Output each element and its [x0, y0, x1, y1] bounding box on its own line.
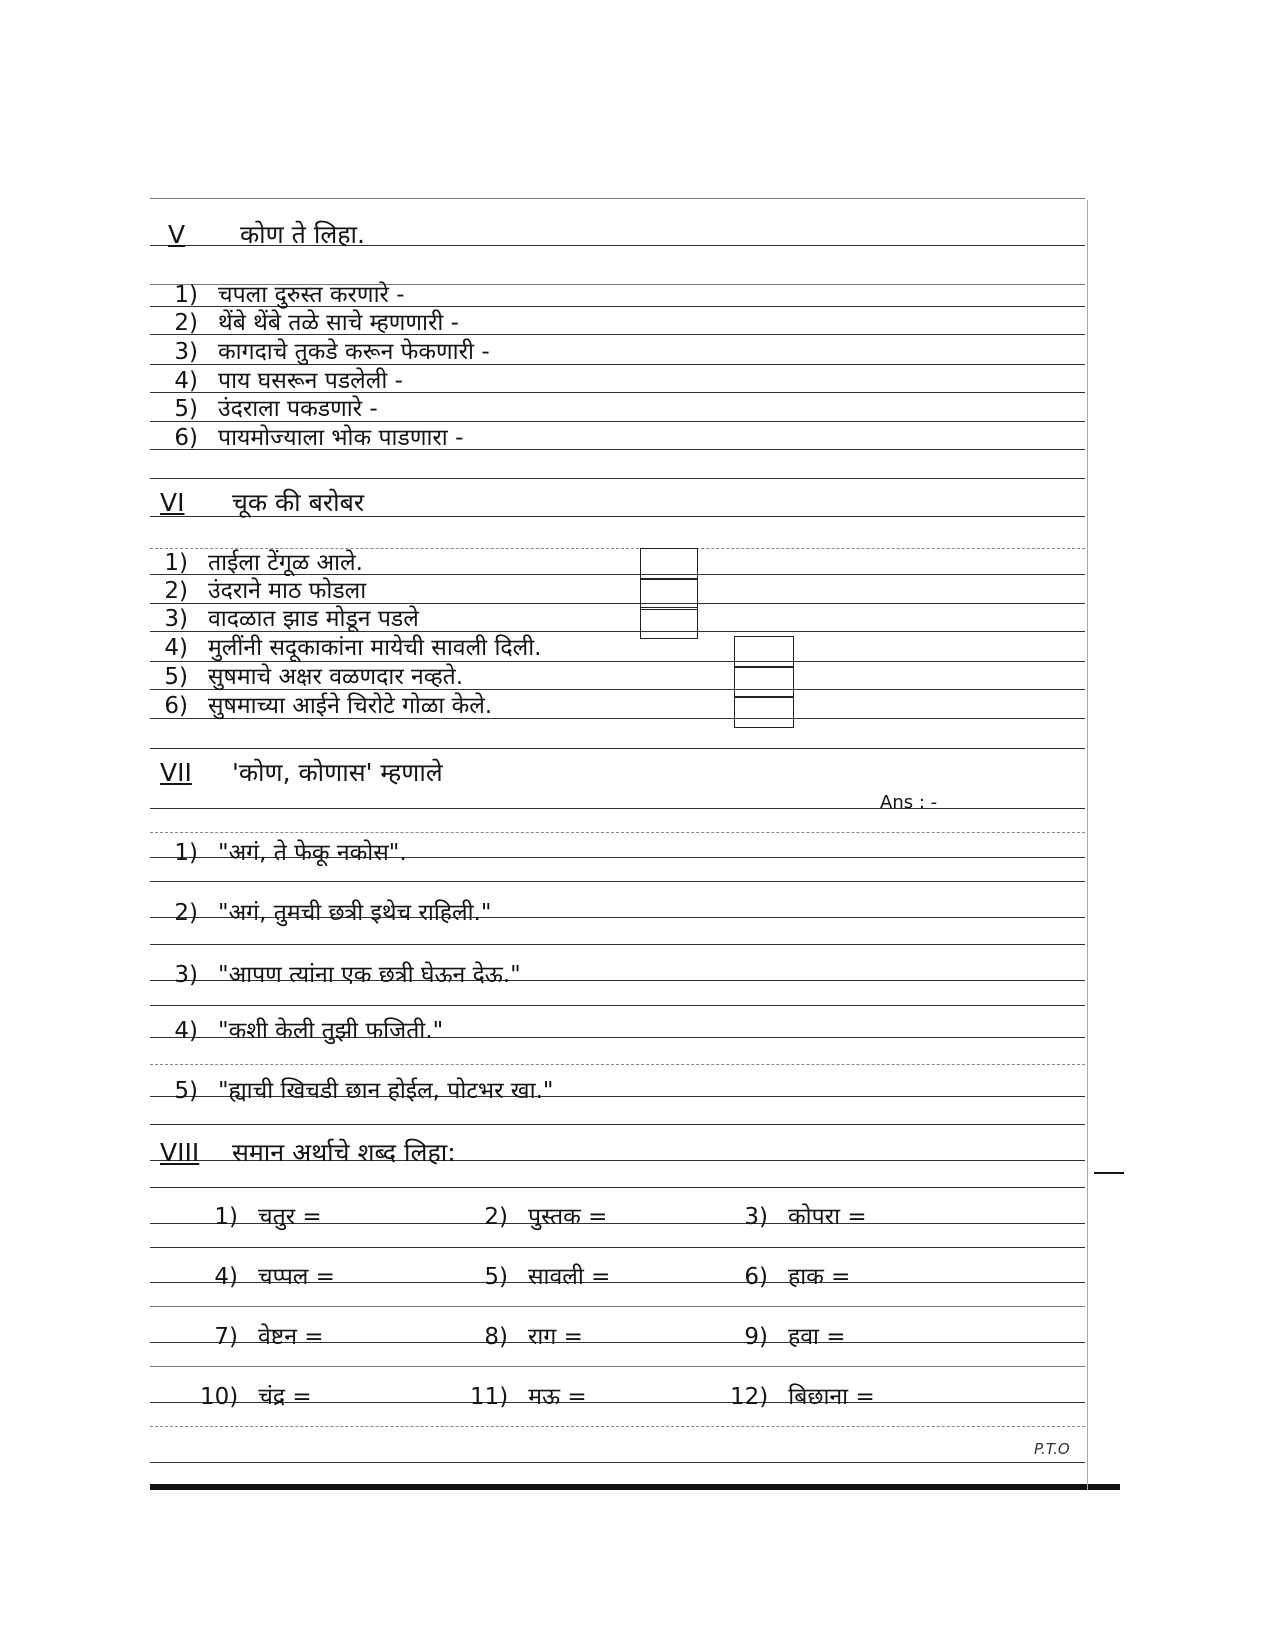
synonym-item: 2) पुस्तक = [484, 1204, 608, 1230]
section-vii-item: 3) "आपण त्यांना एक छत्री घेऊन देऊ." [174, 962, 521, 988]
section-vi-item: 1) ताईला टेंगूळ आले. [164, 550, 363, 576]
answer-box[interactable] [640, 548, 698, 580]
section-v-item: 4) पाय घसरून पडलेली - [174, 368, 403, 394]
synonym-item: 9) हवा = [744, 1324, 846, 1350]
section-v-item: 3) कागदाचे तुकडे करून फेकणारी - [174, 339, 490, 365]
margin-tick [1094, 1172, 1124, 1174]
section-v-item: 6) पायमोज्याला भोक पाडणारा - [174, 425, 464, 451]
synonym-item: 12) बिछाना = [730, 1384, 875, 1410]
ans-label: Ans : - [880, 792, 938, 813]
synonym-item: 8) राग = [484, 1324, 583, 1350]
section-vi-item: 6) सुषमाच्या आईने चिरोटे गोळा केले. [164, 693, 493, 719]
synonym-item: 6) हाक = [744, 1264, 851, 1290]
section-vi-item: 3) वादळात झाड मोडून पडले [164, 606, 419, 632]
section-vii-title: 'कोण, कोणास' म्हणाले [231, 758, 443, 787]
answer-box[interactable] [640, 578, 698, 610]
section-v-number: V [168, 220, 186, 249]
synonym-item: 7) वेष्टन = [214, 1324, 324, 1350]
synonym-item: 1) चतुर = [214, 1204, 322, 1230]
answer-box[interactable] [734, 696, 794, 728]
right-margin-line [1087, 200, 1088, 1490]
answer-box[interactable] [640, 607, 698, 639]
section-v-item: 1) चपला दुरुस्त करणारे - [174, 282, 405, 308]
section-vi-item: 2) उंदराने माठ फोडला [164, 578, 367, 604]
section-vi-heading [160, 490, 364, 516]
section-vi-item: 5) सुषमाचे अक्षर वळणदार नव्हते. [164, 664, 464, 690]
section-vii-heading [160, 760, 443, 786]
section-v-title: कोण ते लिहा. [239, 220, 365, 249]
section-viii-number: VIII [160, 1138, 200, 1167]
section-viii-title: समान अर्थाचे शब्द लिहा: [231, 1138, 456, 1167]
section-vi-title: चूक की बरोबर [231, 488, 365, 517]
section-v-heading [168, 222, 365, 248]
synonym-item: 11) मऊ = [470, 1384, 587, 1410]
section-vii-number: VII [160, 758, 192, 787]
section-vii-item: 5) "ह्याची खिचडी छान होईल, पोटभर खा." [174, 1078, 554, 1104]
section-vi-item: 4) मुलींनी सदूकाकांना मायेची सावली दिली. [164, 635, 542, 661]
answer-box[interactable] [734, 636, 794, 668]
synonym-item: 10) चंद्र = [200, 1384, 312, 1410]
pto-note: P.T.O [1034, 1440, 1070, 1458]
section-vii-item: 2) "अगं, तुमची छत्री इथेच राहिली." [174, 900, 492, 926]
section-vii-item: 1) "अगं, ते फेकू नकोस". [174, 840, 407, 866]
synonym-item: 5) सावली = [484, 1264, 611, 1290]
synonym-item: 4) चप्पल = [214, 1264, 335, 1290]
answer-box[interactable] [734, 666, 794, 698]
section-vii-item: 4) "कशी केली तुझी फजिती." [174, 1018, 444, 1044]
section-v-item: 2) थेंबे थेंबे तळे साचे म्हणणारी - [174, 310, 459, 336]
section-viii-heading [160, 1140, 456, 1166]
section-vi-number: VI [160, 488, 185, 517]
page-bottom-bar [150, 1484, 1120, 1490]
synonym-item: 3) कोपरा = [744, 1204, 867, 1230]
section-v-item: 5) उंदराला पकडणारे - [174, 396, 378, 422]
